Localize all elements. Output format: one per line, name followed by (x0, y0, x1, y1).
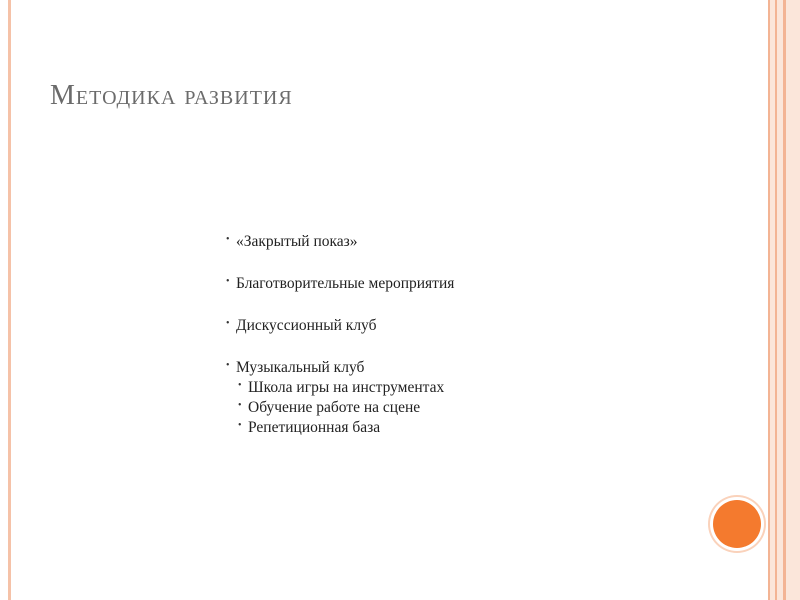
bullet-item (226, 232, 454, 252)
bullet-icon: • (238, 420, 242, 431)
bullet-icon: • (238, 400, 242, 411)
bullet-item (226, 274, 454, 294)
bullet-item (226, 316, 454, 336)
sub-bullet-item (226, 398, 454, 418)
sub-bullet-text: Репетиционная база (248, 419, 381, 436)
sub-bullet-item (226, 418, 454, 438)
bullet-text: Дискуссионный клуб (236, 317, 377, 334)
right-band-line (775, 0, 777, 600)
left-border-line (8, 0, 11, 600)
right-band-line (783, 0, 786, 600)
bullet-icon: • (226, 318, 230, 329)
sub-bullet-item (226, 378, 454, 398)
bullet-item (226, 358, 454, 378)
bullet-list (226, 232, 454, 438)
slide-title: Методика развития (50, 80, 293, 111)
sub-bullet-text: Обучение работе на сцене (248, 399, 421, 416)
bullet-icon: • (226, 234, 230, 245)
bullet-text: Благотворительные мероприятия (236, 275, 455, 292)
accent-circle-icon (713, 500, 761, 548)
right-band-line (768, 0, 770, 600)
bullet-text: «Закрытый показ» (236, 233, 358, 250)
bullet-text: Музыкальный клуб (236, 359, 365, 376)
bullet-icon: • (238, 380, 242, 391)
bullet-icon: • (226, 276, 230, 287)
bullet-icon: • (226, 360, 230, 371)
sub-bullet-text: Школа игры на инструментах (248, 379, 445, 396)
